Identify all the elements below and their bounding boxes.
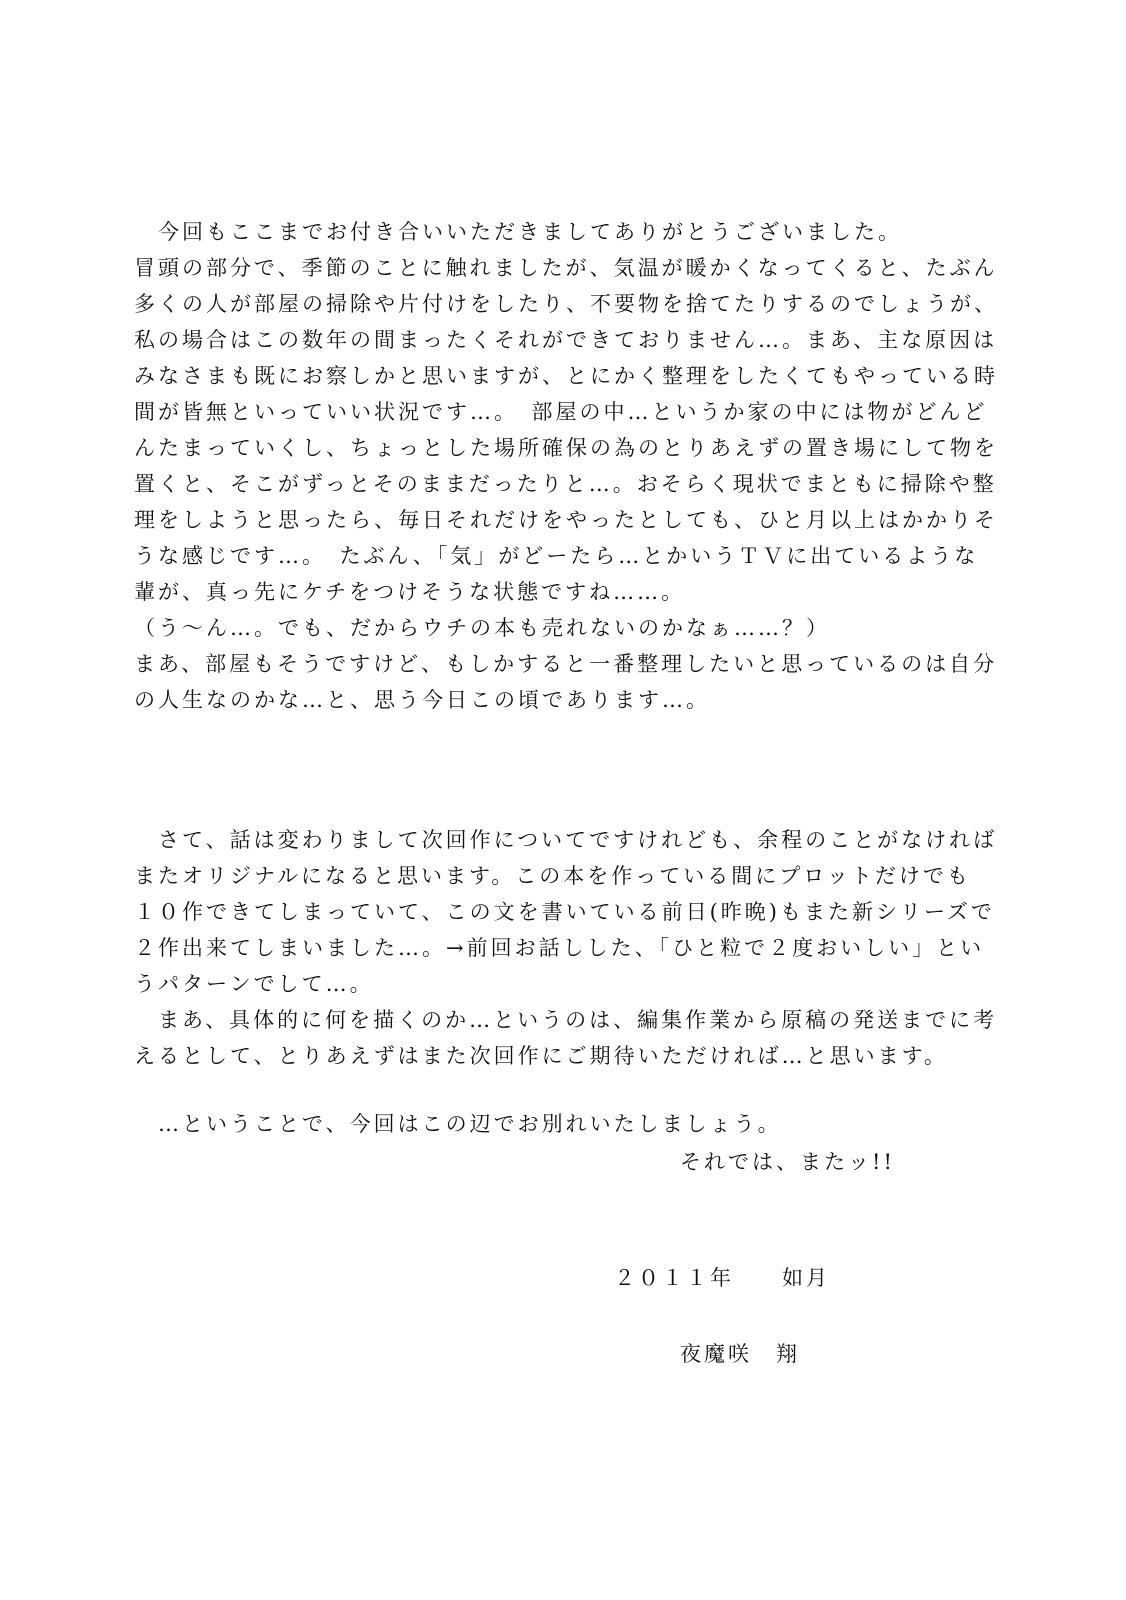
text-line: うパターンでして…。 — [134, 972, 374, 996]
text-line: ２作出来てしまいました…。→前回お話しした、「ひと粒で２度おいしい」とい — [134, 936, 985, 960]
text-line: 輩が、真っ先にケチをつけそうな状態ですね……。 — [134, 580, 686, 604]
date-line: ２０１１年 如月 — [614, 1266, 830, 1290]
text-line: んたまっていくし、ちょっとした場所確保の為のとりあえずの置き場にして物を — [134, 436, 998, 460]
text-line: うな感じです…。 たぶん、「気」がどーたら…とかいうＴＶに出ているような — [134, 544, 979, 568]
text-line: まあ、具体的に何を描くのか…というのは、編集作業から原稿の発送までに考 — [134, 1008, 998, 1032]
text-line: 置くと、そこがずっとそのままだったりと…。おそらく現状でまともに掃除や整 — [134, 472, 997, 496]
text-line: 間が皆無といっていい状況です…。 部屋の中…というか家の中には物がどんど — [134, 400, 988, 424]
text-line: 今回もここまでお付き合いいただきましてありがとうございました。 — [134, 220, 902, 244]
paragraph-afterword — [134, 214, 998, 718]
text-line: まあ、部屋もそうですけど、もしかすると一番整理したいと思っているのは自分 — [134, 652, 998, 676]
text-line: 私の場合はこの数年の間まったくそれができておりません…。まあ、主な原因は — [134, 328, 998, 352]
text-line: （う～ん…。でも、だからウチの本も売れないのかなぁ……？） — [134, 616, 830, 640]
text-line: １０作できてしまっていて、この文を書いている前日(昨晩)もまた新シリーズで — [134, 900, 995, 924]
text-line: またオリジナルになると思います。この本を作っている間にプロットだけでも — [134, 864, 971, 888]
paragraph-next-work — [134, 822, 998, 1074]
text-line: …ということで、今回はこの辺でお別れいたしましょう。 — [134, 1112, 782, 1136]
author-signature: 夜魔咲 翔 — [680, 1342, 800, 1366]
text-line: みなさまも既にお察しかと思いますが、とにかく整理をしたくてもやっている時 — [134, 364, 998, 388]
text-line: 理をしようと思ったら、毎日それだけをやったとしても、ひと月以上はかかりそ — [134, 508, 998, 532]
text-line: の人生なのかな…と、思う今日この頃であります…。 — [134, 688, 710, 712]
text-line: 冒頭の部分で、季節のことに触れましたが、気温が暖かくなってくると、たぶん — [134, 256, 998, 280]
text-line: さて、話は変わりまして次回作についてですけれども、余程のことがなければ — [134, 828, 998, 852]
text-line: 多くの人が部屋の掃除や片付けをしたり、不要物を捨てたりするのでしょうが、 — [134, 292, 998, 316]
text-line: えるとして、とりあえずはまた次回作にご期待いただければ…と思います。 — [134, 1044, 948, 1068]
paragraph-farewell — [134, 1106, 964, 1142]
closing-line: それでは、またッ!! — [680, 1150, 895, 1174]
